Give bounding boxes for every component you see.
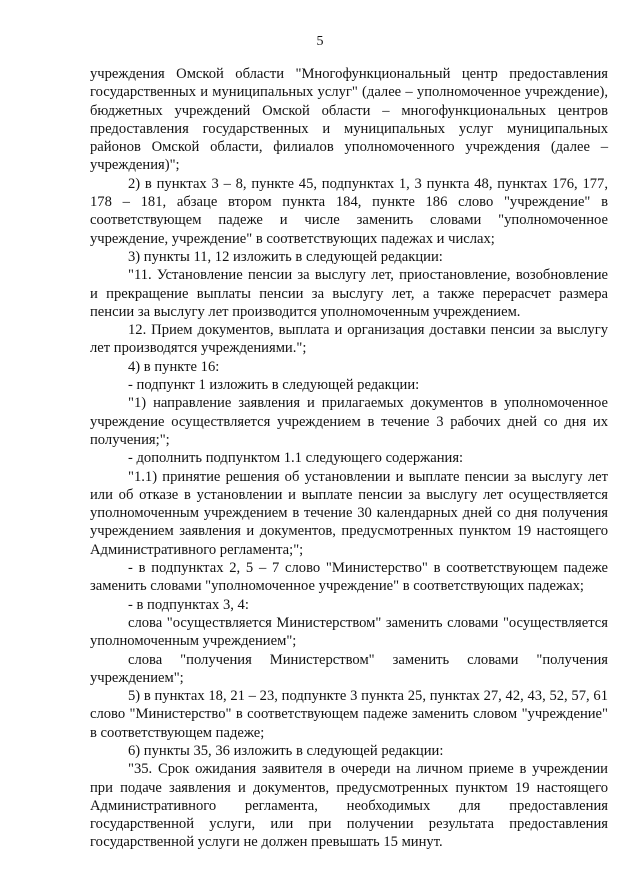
paragraph-subitems-2-5-7: - в подпунктах 2, 5 – 7 слово "Министерство" в соответствующем падеже заменить словами "уполномоченное учреждение" в соответствующих падежах;: [90, 560, 608, 595]
paragraph-clause-12: 12. Прием документов, выплата и организация доставки пенсии за выслугу лет производятся учреждениями.";: [90, 322, 608, 357]
document-body: [90, 65, 608, 852]
paragraph-words-replace-1: слова "осуществляется Министерством" заменить словами "осуществляется уполномоченным учреждением";: [90, 614, 608, 650]
page-number: 5: [316, 34, 324, 49]
paragraph-subitems-3-4: - в подпунктах 3, 4:: [128, 596, 249, 613]
paragraph-subitem-1-header: - подпункт 1 изложить в следующей редакции:: [128, 377, 420, 394]
paragraph-subitem-1-1-header: - дополнить подпунктом 1.1 следующего содержания:: [128, 450, 464, 467]
paragraph-item-4: 4) в пункте 16:: [128, 358, 220, 375]
paragraph-item-3: 3) пункты 11, 12 изложить в следующей редакции:: [128, 248, 443, 265]
paragraph-item-2: 2) в пунктах 3 – 8, пункте 45, подпунктах 1, 3 пункта 48, пунктах 176, 177, 178 – 181, абзаце втором пункта 184, пункте 186 слово "учреждение" в соответствующем падеже и числе заменить словами "уполномоченное учреждение, учреждение" в соответствующих падежах и числах;: [90, 175, 608, 247]
paragraph-subitem-1-text: "1) направление заявления и прилагаемых документов в уполномоченное учреждение осуществляется учреждением в течение 3 рабочих дней со дня их получения;";: [90, 395, 608, 448]
paragraph-words-replace-2: слова "получения Министерством" заменить словами "получения учреждением";: [90, 651, 608, 686]
paragraph-item-5: 5) в пунктах 18, 21 – 23, подпункте 3 пункта 25, пунктах 27, 42, 43, 52, 57, 61 слово "Министерство" в соответствующем падеже заменить словом "учреждение" в соответствующем падеже;: [90, 688, 608, 741]
paragraph-subitem-1-1-text: "1.1) принятие решения об установлении и выплате пенсии за выслугу лет или об отказе в установлении и выплате пенсии за выслугу лет осуществляется уполномоченным учреждением в течение 30 календарных дней со дня получения учреждением заявления и документов, предусмотренных пунктом 19 настоящего Административного регламента;";: [90, 468, 608, 558]
paragraph-clause-35: "35. Срок ожидания заявителя в очереди на личном приеме в учреждении при подаче заявления и документов, предусмотренных пунктом 19 настоящего Административного регламента, необходимых для предоставления государственной услуги, или при получении результата предоставления государственной услуги не должен превышать 15 минут.: [90, 761, 608, 851]
paragraph-clause-11: "11. Установление пенсии за выслугу лет, приостановление, возобновление и прекращение выплаты пенсии за выслугу лет, а также перерасчет размера пенсии за выслугу лет производится уполномоченным учреждением.: [90, 267, 608, 320]
paragraph-continuation: учреждения Омской области "Многофункциональный центр предоставления государственных и муниципальных услуг" (далее – уполномоченное учреждение), бюджетных учреждений Омской области – многофункциональных центров предоставления государственных и муниципальных услуг муниципальных районов Омской области, филиалов уполномоченного учреждения (далее – учреждения)";: [90, 66, 608, 174]
paragraph-item-6: 6) пункты 35, 36 изложить в следующей редакции:: [128, 742, 444, 759]
